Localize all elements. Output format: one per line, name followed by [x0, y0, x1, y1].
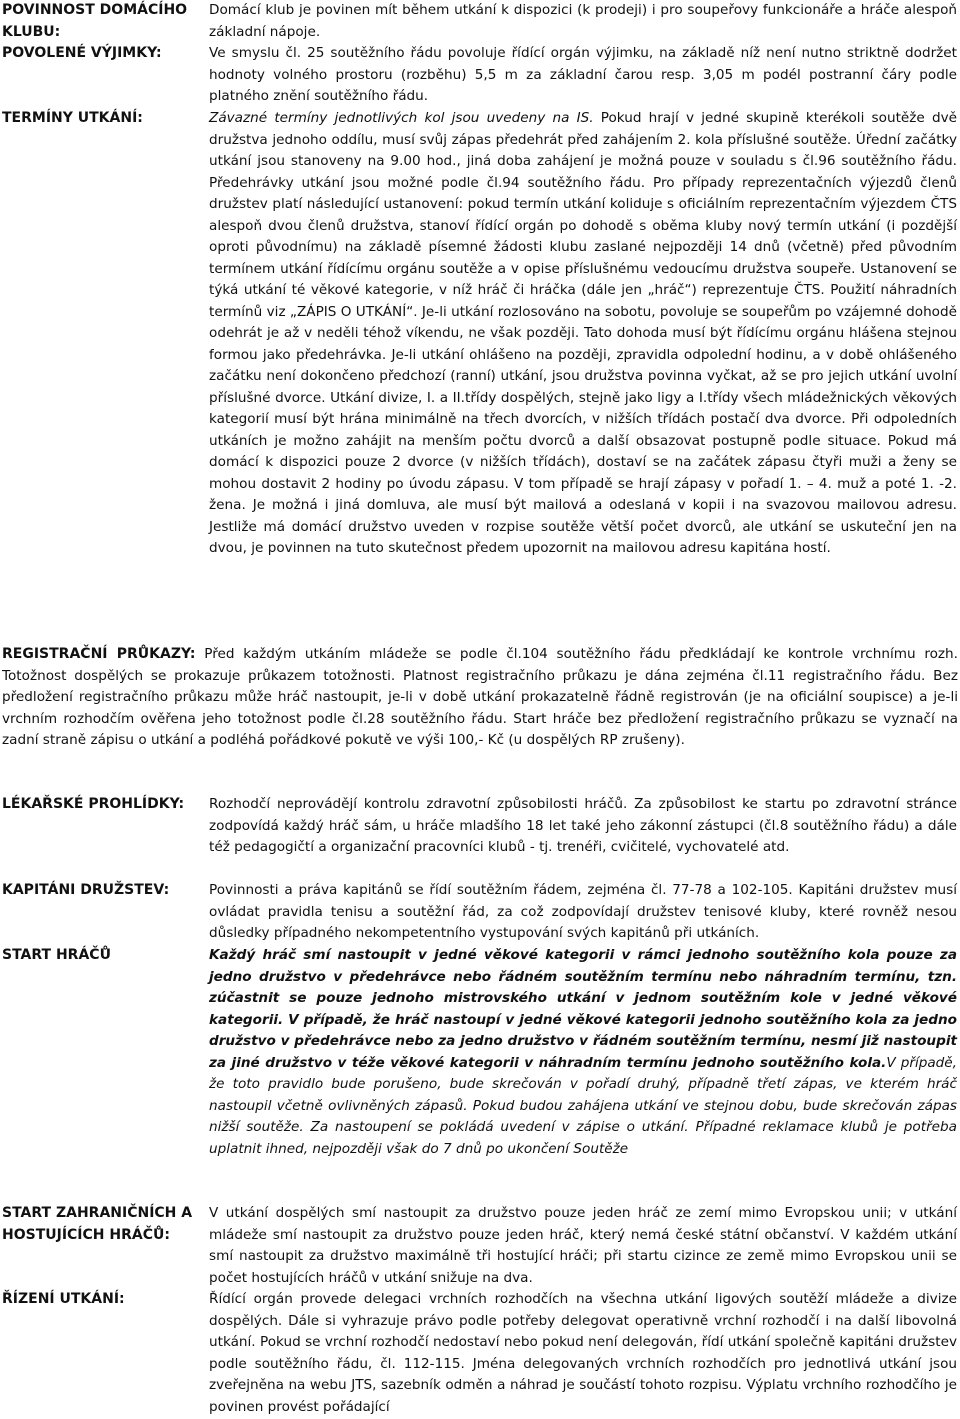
- section-label: POVINNOST DOMÁCÍHO KLUBU:: [2, 2, 188, 40]
- section-label: KAPITÁNI DRUŽSTEV:: [2, 882, 170, 898]
- section-label: TERMÍNY UTKÁNÍ:: [2, 110, 143, 126]
- section-label: ŘÍZENÍ UTKÁNÍ:: [2, 1291, 125, 1307]
- section-label: REGISTRAČNÍ PRŮKAZY:: [2, 646, 196, 662]
- section-label: POVOLENÉ VÝJIMKY:: [2, 45, 162, 61]
- section-text: V utkání dospělých smí nastoupit za družstvo pouze jeden hráč ze zemí mimo Evropskou unii; v utkání mládeže smí nastoupit za družstvo pouze jeden hráč, který nemá české státní občanství. V každém utkání smí nastoupit za družstvo maximálně tři hostující hráči; při startu cizince ze země mimo Evropskou unii se počet hostujících hráčů v utkání snižuje na dva.: [209, 1205, 957, 1286]
- section-label: START ZAHRANIČNÍCH A HOSTUJÍCÍCH HRÁČŮ:: [2, 1205, 193, 1243]
- section-text: Rozhodčí neprovádějí kontrolu zdravotní způsobilosti hráčů. Za způsobilost ke startu po zdravotní stránce zodpovídá každý hráč sám, u hráče mladšího 18 let také jeho zákonní zástupci (čl.8 soutěžního řádu) a dále též pedagogičtí a organizační pracovníci klubů - tj. trenéři, cvičitelé, vychovatelé atd.: [209, 796, 957, 855]
- section-text: [209, 945, 957, 1160]
- section-text: Řídící orgán provede delegaci vrchních rozhodčích na všechna utkání ligových soutěží mládeže a divize dospělých. Dále si vyhrazuje právo podle potřeby delegovat operativně vrchní rozhodčí i na další libovolná utkání. Pokud se vrchní rozhodčí nedostaví nebo pokud není delegován, řídí utkání společně kapitáni družstev podle soutěžního řádu, čl. 112-115. Jména delegovaných vrchních rozhodčích pro jednotlivá utkání jsou zveřejněna na webu JTS, sazebník odměn a náhrad je součástí tohoto rozpisu. Výplatu vrchního rozhodčího je povinen provést pořádající: [209, 1291, 957, 1415]
- section-text: Závazné termíny jednotlivých kol jsou uvedeny na IS. Pokud hrají v jedné skupině kterékoli soutěže dvě družstva jednoho oddílu, musí svůj zápas předehrát před zahájením 2. kola příslušné soutěže. Úřední začátky utkání jsou stanoveny na 9.00 hod., jiná doba zahájení je možná pouze v souladu s čl.96 soutěžního řádu. Předehrávky utkání jsou možné podle čl.94 soutěžního řádu. Pro případy reprezentačních výjezdů členů družstev platí následující ustanovení: pokud termín utkání koliduje s oficiálním reprezentačním výjezdem ČTS alespoň dvou členů družstva, stanoví řídící orgán po dohodě s oběma kluby nový termín utkání (i pozdější oproti původnímu) na základě písemné žádosti klubu zaslané nejpozději 14 dnů (včetně) před původním termínem utkání řídícímu orgánu soutěže a v opise příslušnému vedoucímu družstva soupeře. Ustanovení se týká utkání té věkové kategorie, v níž hráč či hráčka (dále jen „hráč“) reprezentuje ČTS. Použití náhradních termínů viz „ZÁPIS O UTKÁNÍ“. Je-li utkání rozlosováno na sobotu, povoluje se soupeřům po vzájemné dohodě odehrát je až v neděli téhož víkendu, ne však později. Tato dohoda musí být řídícímu orgánu hlášena stejnou formou jako předehrávka. Je-li utkání ohlášeno na později, zpravidla odpolední hodinu, a v době ohlášeného začátku není dokončeno předchozí (ranní) utkání, jsou družstva povinna vyčkat, až se pro jejich utkání uvolní příslušné dvorce. Utkání divize, I. a II.třídy dospělých, stejně jako ligy a I.třídy všech mládežnických věkových kategorií musí být hrána minimálně na třech dvorcích, v nižších třídách postačí dva dvorce. Při odpoledních utkáních je možno zahájit na menším počtu dvorců a další obsazovat postupně podle situace. Pokud má domácí k dispozici pouze 2 dvorce (v nižších třídách), dostaví se na začátek zápasu čtyři muži a ženy se mohou dostavit 2 hodiny po úvodu zápasu. V tom případě se hrají zápasy v pořadí 1. – 4. muž a poté 1. -2. žena. Je možná i jiná domluva, ale musí být mailová a odeslaná v kopii i na svazovou mailovou adresu. Jestliže má domácí družstvo uveden v rozpise soutěže větší počet dvorců, ale utkání se uskuteční jen na dvou, je povinnen na tuto skutečnost předem upozornit na mailovou adresu kapitána hostí.: [209, 110, 957, 556]
- binding-dates-note: Závazné termíny jednotlivých kol jsou uvedeny na IS.: [209, 110, 594, 126]
- section-text: REGISTRAČNÍ PRŮKAZY: Před každým utkáním mládeže se podle čl.104 soutěžního řádu předkládají ke kontrole vrchnímu rozh. Totožnost dospělých se prokazuje průkazem totožnosti. Platnost registračního průkazu je dána zejména čl.11 registračního řádu. Bez předložení registračního průkazu může hráč nastoupit, je-li v době utkání prokazatelně řádně registrován (je na oficiální soupisce) a je-li vrchním rozhodčím ověřena jeho totožnost podle čl.28 soutěžního řádu. Start hráče bez předložení registračního průkazu se vyznačí na zadní straně zápisu o utkání a podléhá pořádkové pokutě ve výši 100,- Kč (u dospělých RP zrušeny).: [2, 646, 958, 748]
- player-start-penalty: V případě, že toto pravidlo bude porušeno, bude skrečován v pořadí druhý, případně třetí zápas, ve kterém hráč nastoupil včetně ovlivněných zápasů. Pokud budou zahájena utkání ve stejnou dobu, bude skrečován zápas nižší soutěže. Za nastoupení se pokládá uvedení v zápise o utkání. Případné reklamace klubů je potřeba uplatnit ihned, nejpozději však do 7 dnů po ukončení Soutěže: [209, 1054, 957, 1157]
- section-label: START HRÁČŮ: [2, 947, 111, 963]
- section-text: Ve smyslu čl. 25 soutěžního řádu povoluje řídící orgán výjimku, na základě níž není nutno striktně dodržet hodnoty volného prostoru (rozběhu) 5,5 m za základní čarou resp. 3,05 m podél postranní čáry podle platného znění soutěžního řádu.: [209, 45, 957, 104]
- section-text: Povinnosti a práva kapitánů se řídí soutěžním řádem, zejména čl. 77-78 a 102-105. Kapitáni družstev musí ovládat pravidla tenisu a soutěžní řád, za což zodpovídají družstev tenisové kluby, které rovněž nesou důsledky případného nekompetentního vystupování svých kapitánů při utkáních.: [209, 882, 957, 941]
- player-start-rule: Každý hráč smí nastoupit v jedné věkové kategorii v rámci jednoho soutěžního kola pouze za jedno družstvo v předehrávce nebo řádném soutěžním termínu nebo náhradním termínu, tzn. zúčastnit se pouze jednoho mistrovského utkání v jednom soutěžním kole v jedné věkové kategorii. V případě, že hráč nastoupí v jedné věkové kategorii jednoho soutěžního kola za jedno družstvo v předehrávce nebo za jedno družstvo v řádném soutěžním termínu, nesmí již nastoupit za jiné družstvo v téže věkové kategorii v náhradním termínu jednoho soutěžního kola.: [209, 947, 957, 1071]
- section-text: Domácí klub je povinen mít během utkání k dispozici (k prodeji) i pro soupeřovy funkcionáře a hráče alespoň základní nápoje.: [209, 2, 957, 40]
- section-label: LÉKAŘSKÉ PROHLÍDKY:: [2, 796, 185, 812]
